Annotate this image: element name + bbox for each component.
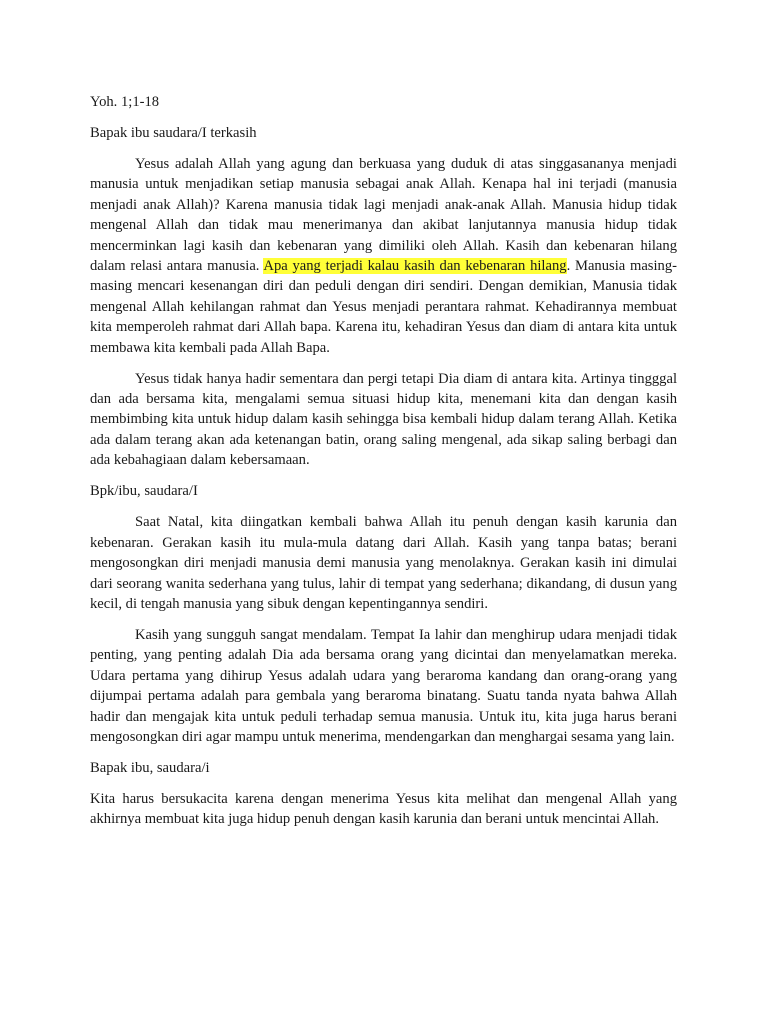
paragraph-2: Yesus tidak hanya hadir sementara dan pergi tetapi Dia diam di antara kita. Artinya tingggal dan ada bersama kita, mengalami semua situasi hidup kita, menemani kita dan dengan kasih membimbing kita untuk hidup dalam kasih sehingga bisa kembali hidup dalam terang Allah. Ketika ada dalam terang akan ada ketenangan batin, orang saling mengenal, ada sikap saling berbagi dan ada kebahagiaan dalam kebersamaan. <box>90 370 677 469</box>
paragraph-3: Saat Natal, kita diingatkan kembali bahwa Allah itu penuh dengan kasih karunia dan kebenaran. Gerakan kasih itu mula-mula datang dari Allah. Kasih yang tanpa batas; berani mengosongkan diri menjadi manusia demi manusia yang menolaknya. Gerakan kasih ini dimulai dari seorang wanita sederhana yang tulus, lahir di tempat yang sederhana; dikandang, di dusun yang kecil, di tengah manusia yang sibuk dengan kepentingannya sendiri. <box>90 514 677 612</box>
document-page <box>90 92 677 840</box>
paragraph-1 <box>90 154 677 358</box>
scripture-reference: Yoh. 1;1-18 <box>90 94 160 110</box>
paragraph-1-text-start: Yesus adalah Allah yang agung dan berkuasa yang duduk di atas singgasananya menjadi manusia untuk menjadikan setiap manusia sebagai anak Allah. Kenapa hal ini terjadi (manusia menjadi anak Allah)? Karena manusia tidak lagi menjadi anak-anak Allah. Manusia hidup tidak mengenal Allah dan tidak mau menerimanya dan akibat lanjutannya manusia hidup tidak mencerminkan lagi kasih dan kebenaran yang dimiliki oleh Allah. Kasih dan kebenaran hilang dalam relasi antara manusia. <box>90 156 677 275</box>
greeting-opening: Bapak ibu saudara/I terkasih <box>90 125 257 141</box>
highlighted-text: Apa yang terjadi kalau kasih dan kebenaran hilang <box>263 258 567 275</box>
paragraph-5: Kita harus bersukacita karena dengan menerima Yesus kita melihat dan mengenal Allah yang akhirnya membuat kita juga hidup penuh dengan kasih karunia dan berani untuk mencintai Allah. <box>90 790 677 828</box>
greeting-second: Bpk/ibu, saudara/I <box>90 483 198 500</box>
paragraph-1-text-end: . Manusia masing-masing mencari kesenangan diri dan peduli dengan diri sendiri. Dengan demikian, Manusia tidak mengenal Allah kehilangan rahmat dan Yesus menjadi perantara rahmat. Kehadirannya membuat kita memperoleh rahmat dari Allah bapa. Karena itu, kehadiran Yesus dan diam di antara kita untuk membawa kita kembali pada Allah Bapa. <box>90 258 677 356</box>
greeting-third: Bapak ibu, saudara/i <box>90 759 210 776</box>
paragraph-4: Kasih yang sungguh sangat mendalam. Tempat Ia lahir dan menghirup udara menjadi tidak penting, yang penting adalah Dia ada bersama orang yang dicintai dan menyelamatkan mereka. Udara pertama yang dihirup Yesus adalah udara yang beraroma kandang dan orang-orang yang dijumpai pertama adalah para gembala yang beraroma binatang. Suatu tanda nyata bahwa Allah hadir dan mengajak kita untuk peduli terhadap semua manusia. Untuk itu, kita juga harus berani mengosongkan diri agar mampu untuk menerima, mendengarkan dan menghargai sesama yang lain. <box>90 626 677 745</box>
